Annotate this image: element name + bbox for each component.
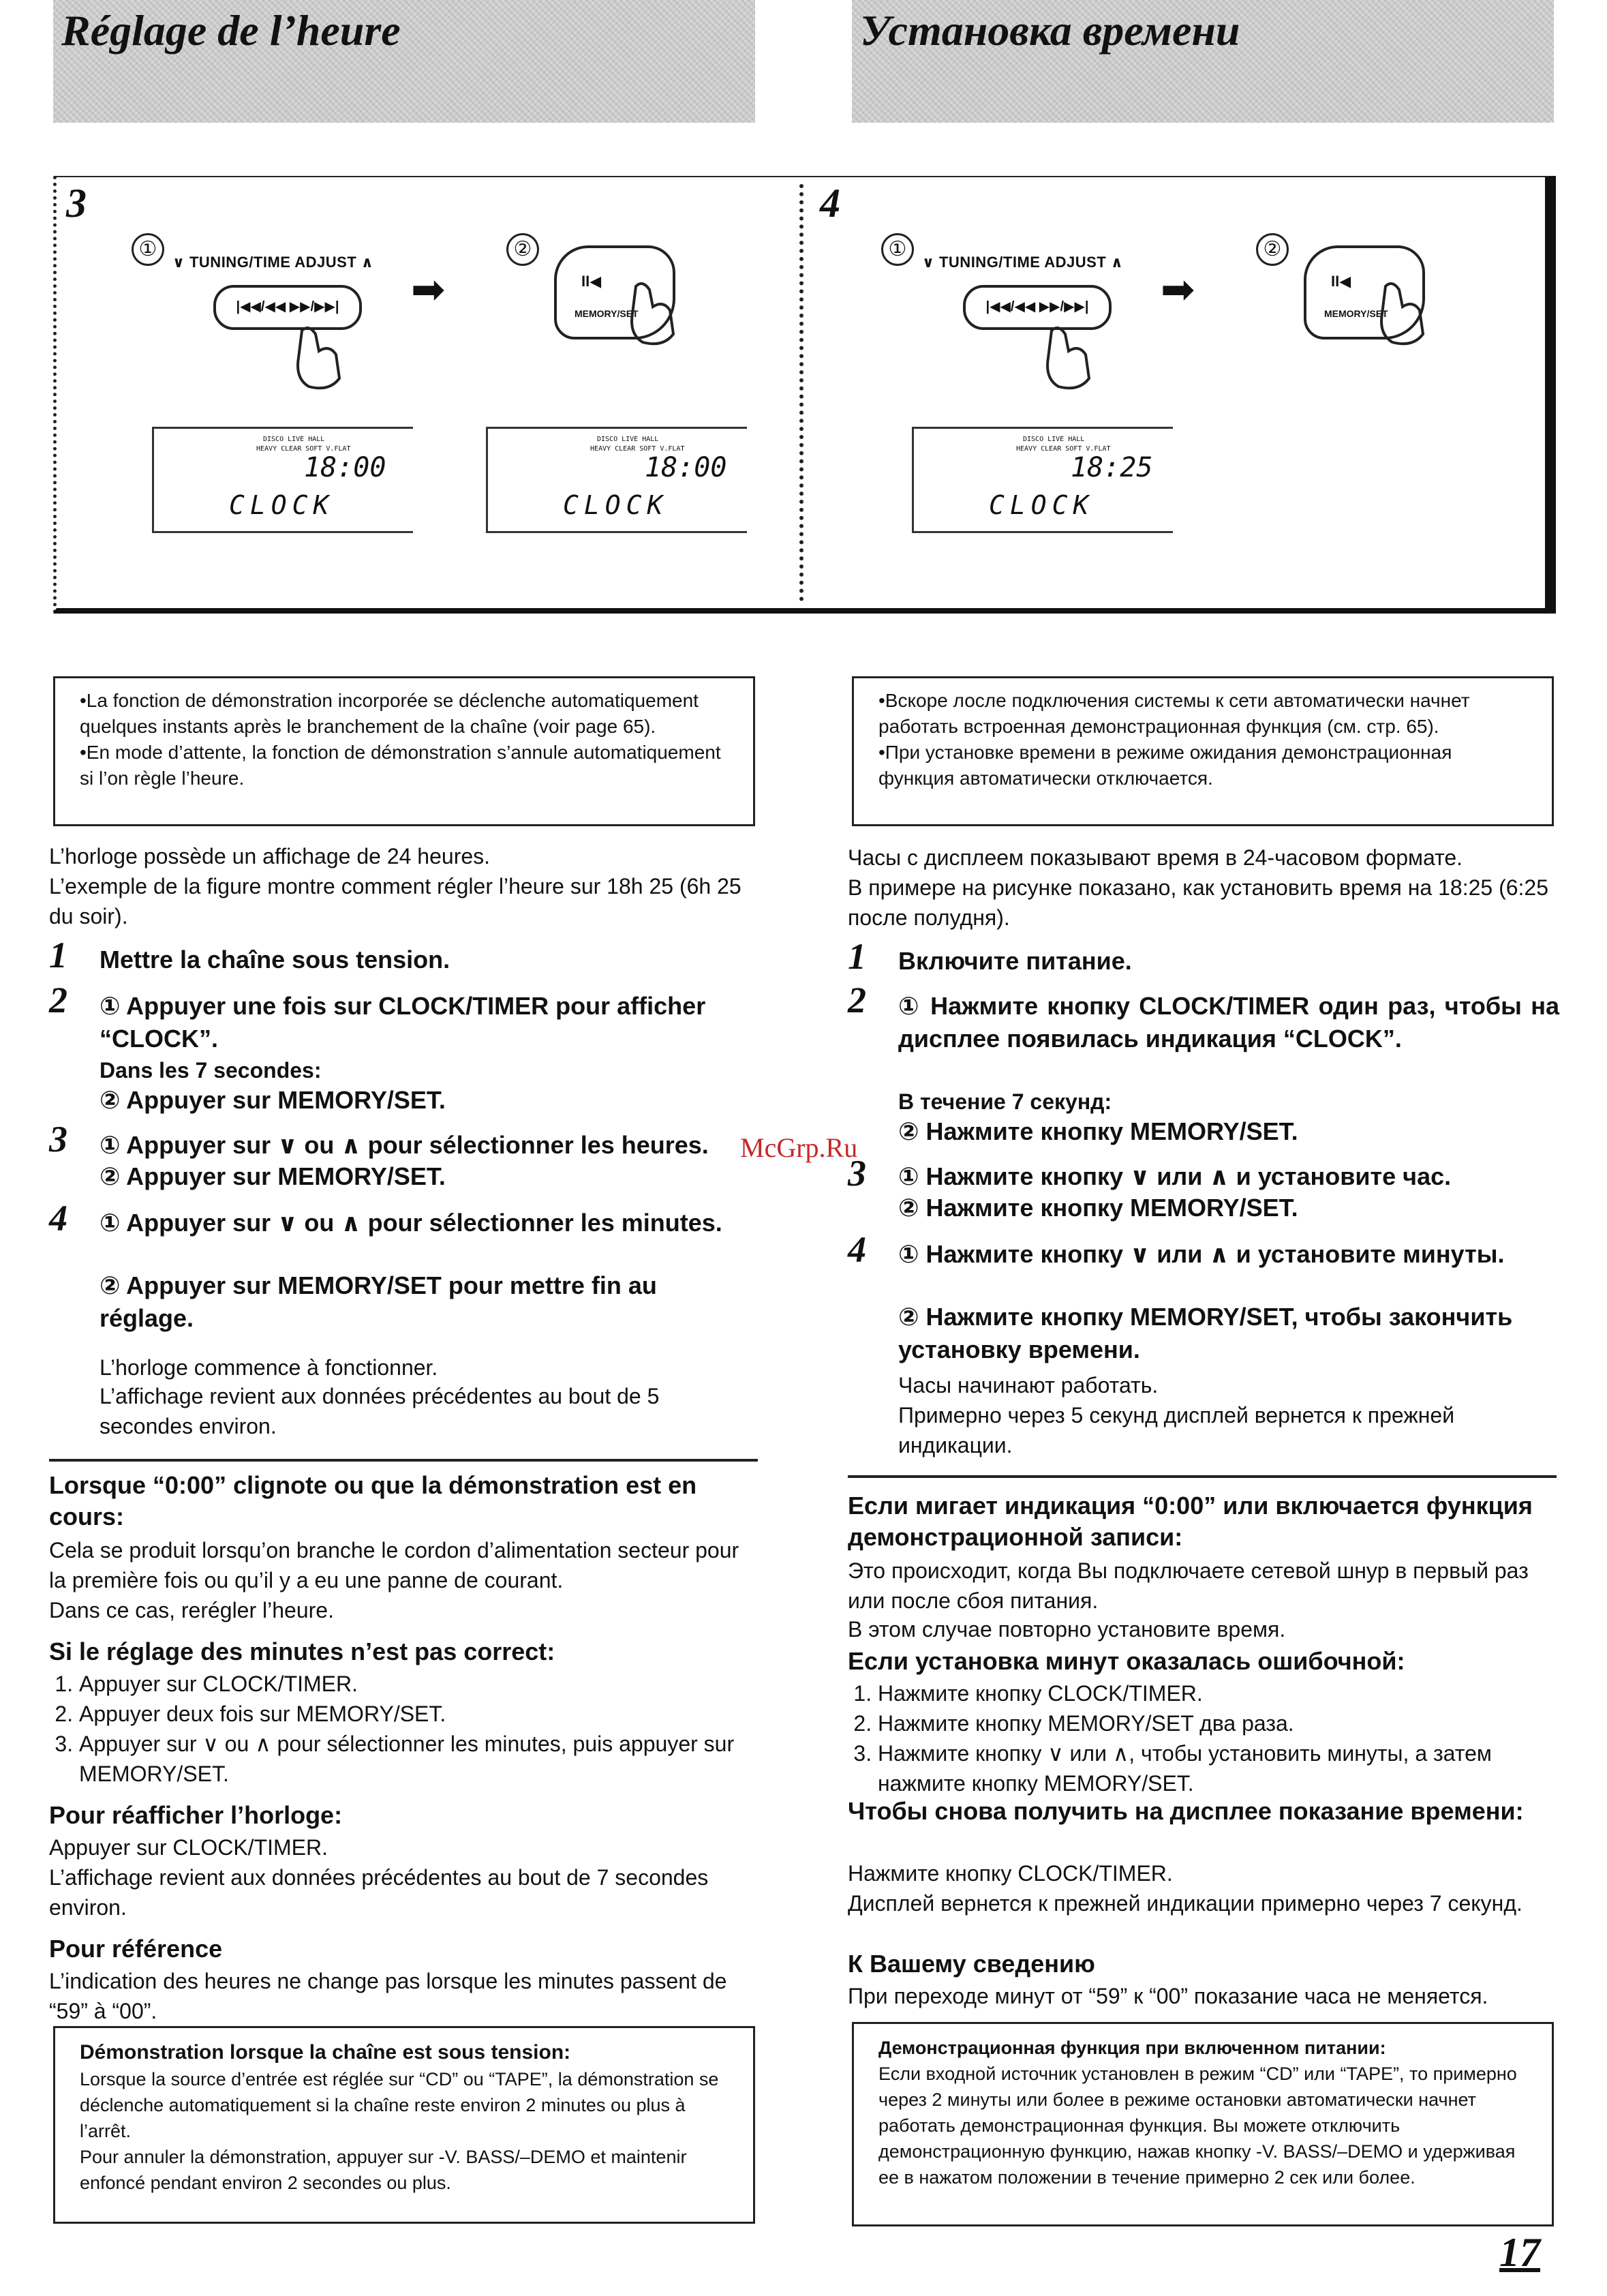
lcd-time: 18:25 — [1071, 452, 1153, 483]
step-second: ② Нажмите кнопку MEMORY/SET. — [898, 1117, 1298, 1145]
note-bullet: •Вскоре лосле подключения системы к сети автоматически начнет работать встроенная демонстрационная функция (см. стр. 65). — [878, 690, 1470, 737]
list-item: 1. Нажмите кнопку CLOCK/TIMER. — [878, 1678, 1557, 1708]
note-box-fr — [53, 676, 755, 826]
step-second: ② Appuyer sur MEMORY/SET pour mettre fin au réglage. — [100, 1271, 657, 1332]
note-bullet: •La fonction de démonstration incorporée se déclenche automatiquement quelques instants après le branchement de la chaîne (voir page 65). — [80, 690, 699, 737]
hand-pointer-icon — [622, 280, 684, 348]
step-text: Включите питание. — [898, 947, 1132, 975]
list-item: 2. Appuyer deux fois sur MEMORY/SET. — [79, 1699, 758, 1729]
hand-pointer-icon — [1372, 280, 1433, 348]
redisplay-heading-fr: Pour réafficher l’horloge: — [49, 1801, 343, 1829]
intro-ru — [848, 843, 1557, 933]
lcd-time: 18:00 — [304, 452, 386, 483]
lcd-display-1 — [152, 427, 413, 533]
lcd-mode-top: DISCO LIVE HALL — [1023, 436, 1085, 443]
demo-box-fr — [53, 2026, 755, 2224]
minutes-heading-fr: Si le réglage des minutes n’est pas correct: — [49, 1637, 555, 1665]
tuning-label: ∨ TUNING/TIME ADJUST ∧ — [922, 254, 1124, 271]
intro-fr — [49, 841, 758, 931]
lcd-mode-top: DISCO LIVE HALL — [263, 436, 325, 443]
list-item: 1. Appuyer sur CLOCK/TIMER. — [79, 1669, 758, 1699]
demo-heading-fr: Démonstration lorsque la chaîne est sous tension: — [80, 2041, 571, 2064]
page-title-fr: Réglage de l’heure — [61, 6, 401, 55]
lcd-clock-word: CLOCK — [989, 490, 1095, 520]
lcd-mode-bottom: HEAVY CLEAR SOFT V.FLAT — [256, 445, 351, 453]
redisplay-text-fr: Appuyer sur CLOCK/TIMER. — [49, 1835, 328, 1860]
step-text: ① Appuyer sur ∨ ou ∧ pour sélectionner les heures. — [100, 1131, 709, 1159]
step-second: ② Appuyer sur MEMORY/SET. — [100, 1086, 446, 1114]
skip-buttons: |◀◀/◀◀ ▶▶/▶▶| — [213, 285, 362, 330]
step-after: Часы начинают работать. — [898, 1373, 1159, 1398]
redisplay-text-ru: Дисплей вернется к прежней индикации примерно через 7 секунд. — [848, 1891, 1522, 1916]
lcd-clock-word: CLOCK — [229, 490, 335, 520]
panel-divider — [799, 184, 804, 601]
intro-line: В примере на рисунке показано, как установить время на 18:25 (6:25 после полудня). — [848, 875, 1549, 930]
demo-text-ru: Если входной источник установлен в режим “CD” или “TAPE”, то примерно через 2 минуты или более в режиме остановки автоматически начнет работать демонстрационная функция. Вы можете отключить демонстрационную функцию, нажав кнопку -V. BASS/–DEMO и удерживая ее в нажатом положении в течение примерно 2 сек или более. — [878, 2064, 1517, 2188]
lcd-mode-top: DISCO LIVE HALL — [597, 436, 659, 443]
step-text: Mettre la chaîne sous tension. — [100, 946, 450, 973]
hand-pointer-icon — [288, 324, 350, 392]
demo-text-fr: Pour annuler la démonstration, appuyer sur -V. BASS/–DEMO et maintenir enfoncé pendant environ 2 secondes ou plus. — [80, 2147, 687, 2193]
ref-text-fr: L’indication des heures ne change pas lorsque les minutes passent de “59” à “00”. — [49, 1969, 727, 2023]
step-text: ① Нажмите кнопку CLOCK/TIMER один раз, чтобы на дисплее появилась индикация “CLOCK”. — [898, 992, 1559, 1053]
step-after: L’affichage revient aux données précédentes au bout de 5 secondes environ. — [100, 1384, 660, 1438]
arrow-right-icon: ➡ — [1161, 267, 1195, 312]
demo-text-fr: Lorsque la source d’entrée est réglée sur “CD” ou “TAPE”, la démonstration se déclenche automatiquement si la chaîne reste environ 2 minutes ou plus à l’arrêt. — [80, 2069, 719, 2141]
memory-label: MEMORY/SET — [1324, 308, 1388, 319]
watermark: McGrp.Ru — [740, 1132, 858, 1163]
redisplay-text-ru: Нажмите кнопку CLOCK/TIMER. — [848, 1861, 1173, 1886]
blink-text-ru: В этом случае повторно установите время. — [848, 1617, 1286, 1642]
figure-circle-2: ② — [506, 233, 539, 266]
step-second: ② Appuyer sur MEMORY/SET. — [100, 1162, 446, 1190]
step-after: L’horloge commence à fonctionner. — [100, 1355, 438, 1380]
memory-label: MEMORY/SET — [575, 308, 639, 319]
list-item: 2. Нажмите кнопку MEMORY/SET два раза. — [878, 1708, 1557, 1738]
blink-heading-fr: Lorsque “0:00” clignote ou que la démonstration est en cours: — [49, 1471, 697, 1530]
lcd-display-3 — [912, 427, 1173, 533]
intro-line: Часы с дисплеем показывают время в 24-часовом формате. — [848, 845, 1463, 870]
blink-text-fr: Cela se produit lorsqu’on branche le cordon d’alimentation secteur pour la première fois ou qu’il y a eu une panne de courant. — [49, 1538, 739, 1592]
step-second: ② Нажмите кнопку MEMORY/SET, чтобы закончить установку времени. — [898, 1303, 1513, 1363]
ref-heading-fr: Pour référence — [49, 1935, 223, 1963]
demo-heading-ru: Демонстрационная функция при включенном питании: — [878, 2038, 1386, 2058]
list-item: 3. Нажмите кнопку ∨ или ∧, чтобы установить минуты, а затем нажмите кнопку MEMORY/SET. — [878, 1738, 1557, 1798]
redisplay-text-fr: L’affichage revient aux données précédentes au bout de 7 secondes environ. — [49, 1865, 709, 1920]
blink-text-fr: Dans ce cas, rerégler l’heure. — [49, 1598, 334, 1622]
blink-heading-ru: Если мигает индикация “0:00” или включается функция демонстрационной записи: — [848, 1492, 1533, 1551]
blink-text-ru: Это происходит, когда Вы подключаете сетевой шнур в первый раз или после сбоя питания. — [848, 1558, 1529, 1613]
list-item: 3. Appuyer sur ∨ ou ∧ pour sélectionner les minutes, puis appuyer sur MEMORY/SET. — [79, 1729, 758, 1789]
tuning-label: ∨ TUNING/TIME ADJUST ∧ — [172, 254, 374, 271]
note-bullet: •En mode d’attente, la fonction de démonstration s’annule automatiquement si l’on règle l’heure. — [80, 742, 721, 789]
pause-symbol: II◀ — [1331, 273, 1351, 290]
note-box-ru — [852, 676, 1554, 826]
redisplay-heading-ru: Чтобы снова получить на дисплее показание времени: — [848, 1797, 1524, 1825]
figure-step-3: 3 — [66, 181, 87, 226]
intro-line: L’exemple de la figure montre comment régler l’heure sur 18h 25 (6h 25 du soir). — [49, 874, 741, 928]
ref-text-ru: При переходе минут от “59” к “00” показание часа не меняется. — [848, 1984, 1488, 2008]
demo-box-ru — [852, 2022, 1554, 2226]
lcd-mode-bottom: HEAVY CLEAR SOFT V.FLAT — [590, 445, 685, 453]
step-text: ① Appuyer sur ∨ ou ∧ pour sélectionner les minutes. — [100, 1209, 722, 1237]
figure-circle-1: ① — [132, 233, 164, 266]
section-rule — [49, 1459, 758, 1462]
step-number: 1 — [49, 935, 67, 976]
title-bar-fr — [53, 0, 755, 123]
step-after: Примерно через 5 секунд дисплей вернется к прежней индикации. — [898, 1403, 1455, 1457]
illustration-panel — [53, 176, 1556, 614]
step-number: 2 — [848, 980, 866, 1021]
pause-symbol: II◀ — [581, 273, 602, 290]
step-number: 4 — [848, 1229, 866, 1270]
step-number: 3 — [848, 1153, 866, 1194]
step-number: 4 — [49, 1198, 67, 1239]
minutes-list-ru — [848, 1678, 1557, 1798]
step-within: Dans les 7 secondes: — [100, 1058, 322, 1083]
skip-buttons: |◀◀/◀◀ ▶▶/▶▶| — [963, 285, 1112, 330]
hand-pointer-icon — [1038, 324, 1099, 392]
lcd-time: 18:00 — [645, 452, 727, 483]
step-second: ② Нажмите кнопку MEMORY/SET. — [898, 1194, 1298, 1222]
figure-circle-2: ② — [1256, 233, 1289, 266]
page-title-ru: Установка времени — [860, 6, 1240, 55]
arrow-right-icon: ➡ — [411, 267, 446, 312]
minutes-heading-ru: Если установка минут оказалась ошибочной: — [848, 1647, 1405, 1675]
ref-heading-ru: К Вашему сведению — [848, 1950, 1095, 1978]
step-number: 2 — [49, 980, 67, 1021]
figure-step-4: 4 — [820, 181, 840, 226]
step-within: В течение 7 секунд: — [898, 1089, 1112, 1114]
step-text: ① Appuyer une fois sur CLOCK/TIMER pour afficher “CLOCK”. — [100, 992, 706, 1053]
step-number: 3 — [49, 1119, 67, 1160]
step-number: 1 — [848, 936, 866, 977]
minutes-list-fr — [49, 1669, 758, 1789]
lcd-mode-bottom: HEAVY CLEAR SOFT V.FLAT — [1016, 445, 1111, 453]
section-rule — [848, 1475, 1557, 1478]
step-text: ① Нажмите кнопку ∨ или ∧ и установите час. — [898, 1162, 1452, 1190]
note-bullet: •При установке времени в режиме ожидания демонстрационная функция автоматически отключается. — [878, 742, 1452, 789]
title-bar-ru — [852, 0, 1554, 123]
figure-circle-1: ① — [881, 233, 914, 266]
lcd-display-2 — [486, 427, 747, 533]
page-number: 17 — [1499, 2230, 1540, 2275]
step-text: ① Нажмите кнопку ∨ или ∧ и установите минуты. — [898, 1240, 1505, 1268]
intro-line: L’horloge possède un affichage de 24 heures. — [49, 844, 491, 868]
lcd-clock-word: CLOCK — [563, 490, 669, 520]
